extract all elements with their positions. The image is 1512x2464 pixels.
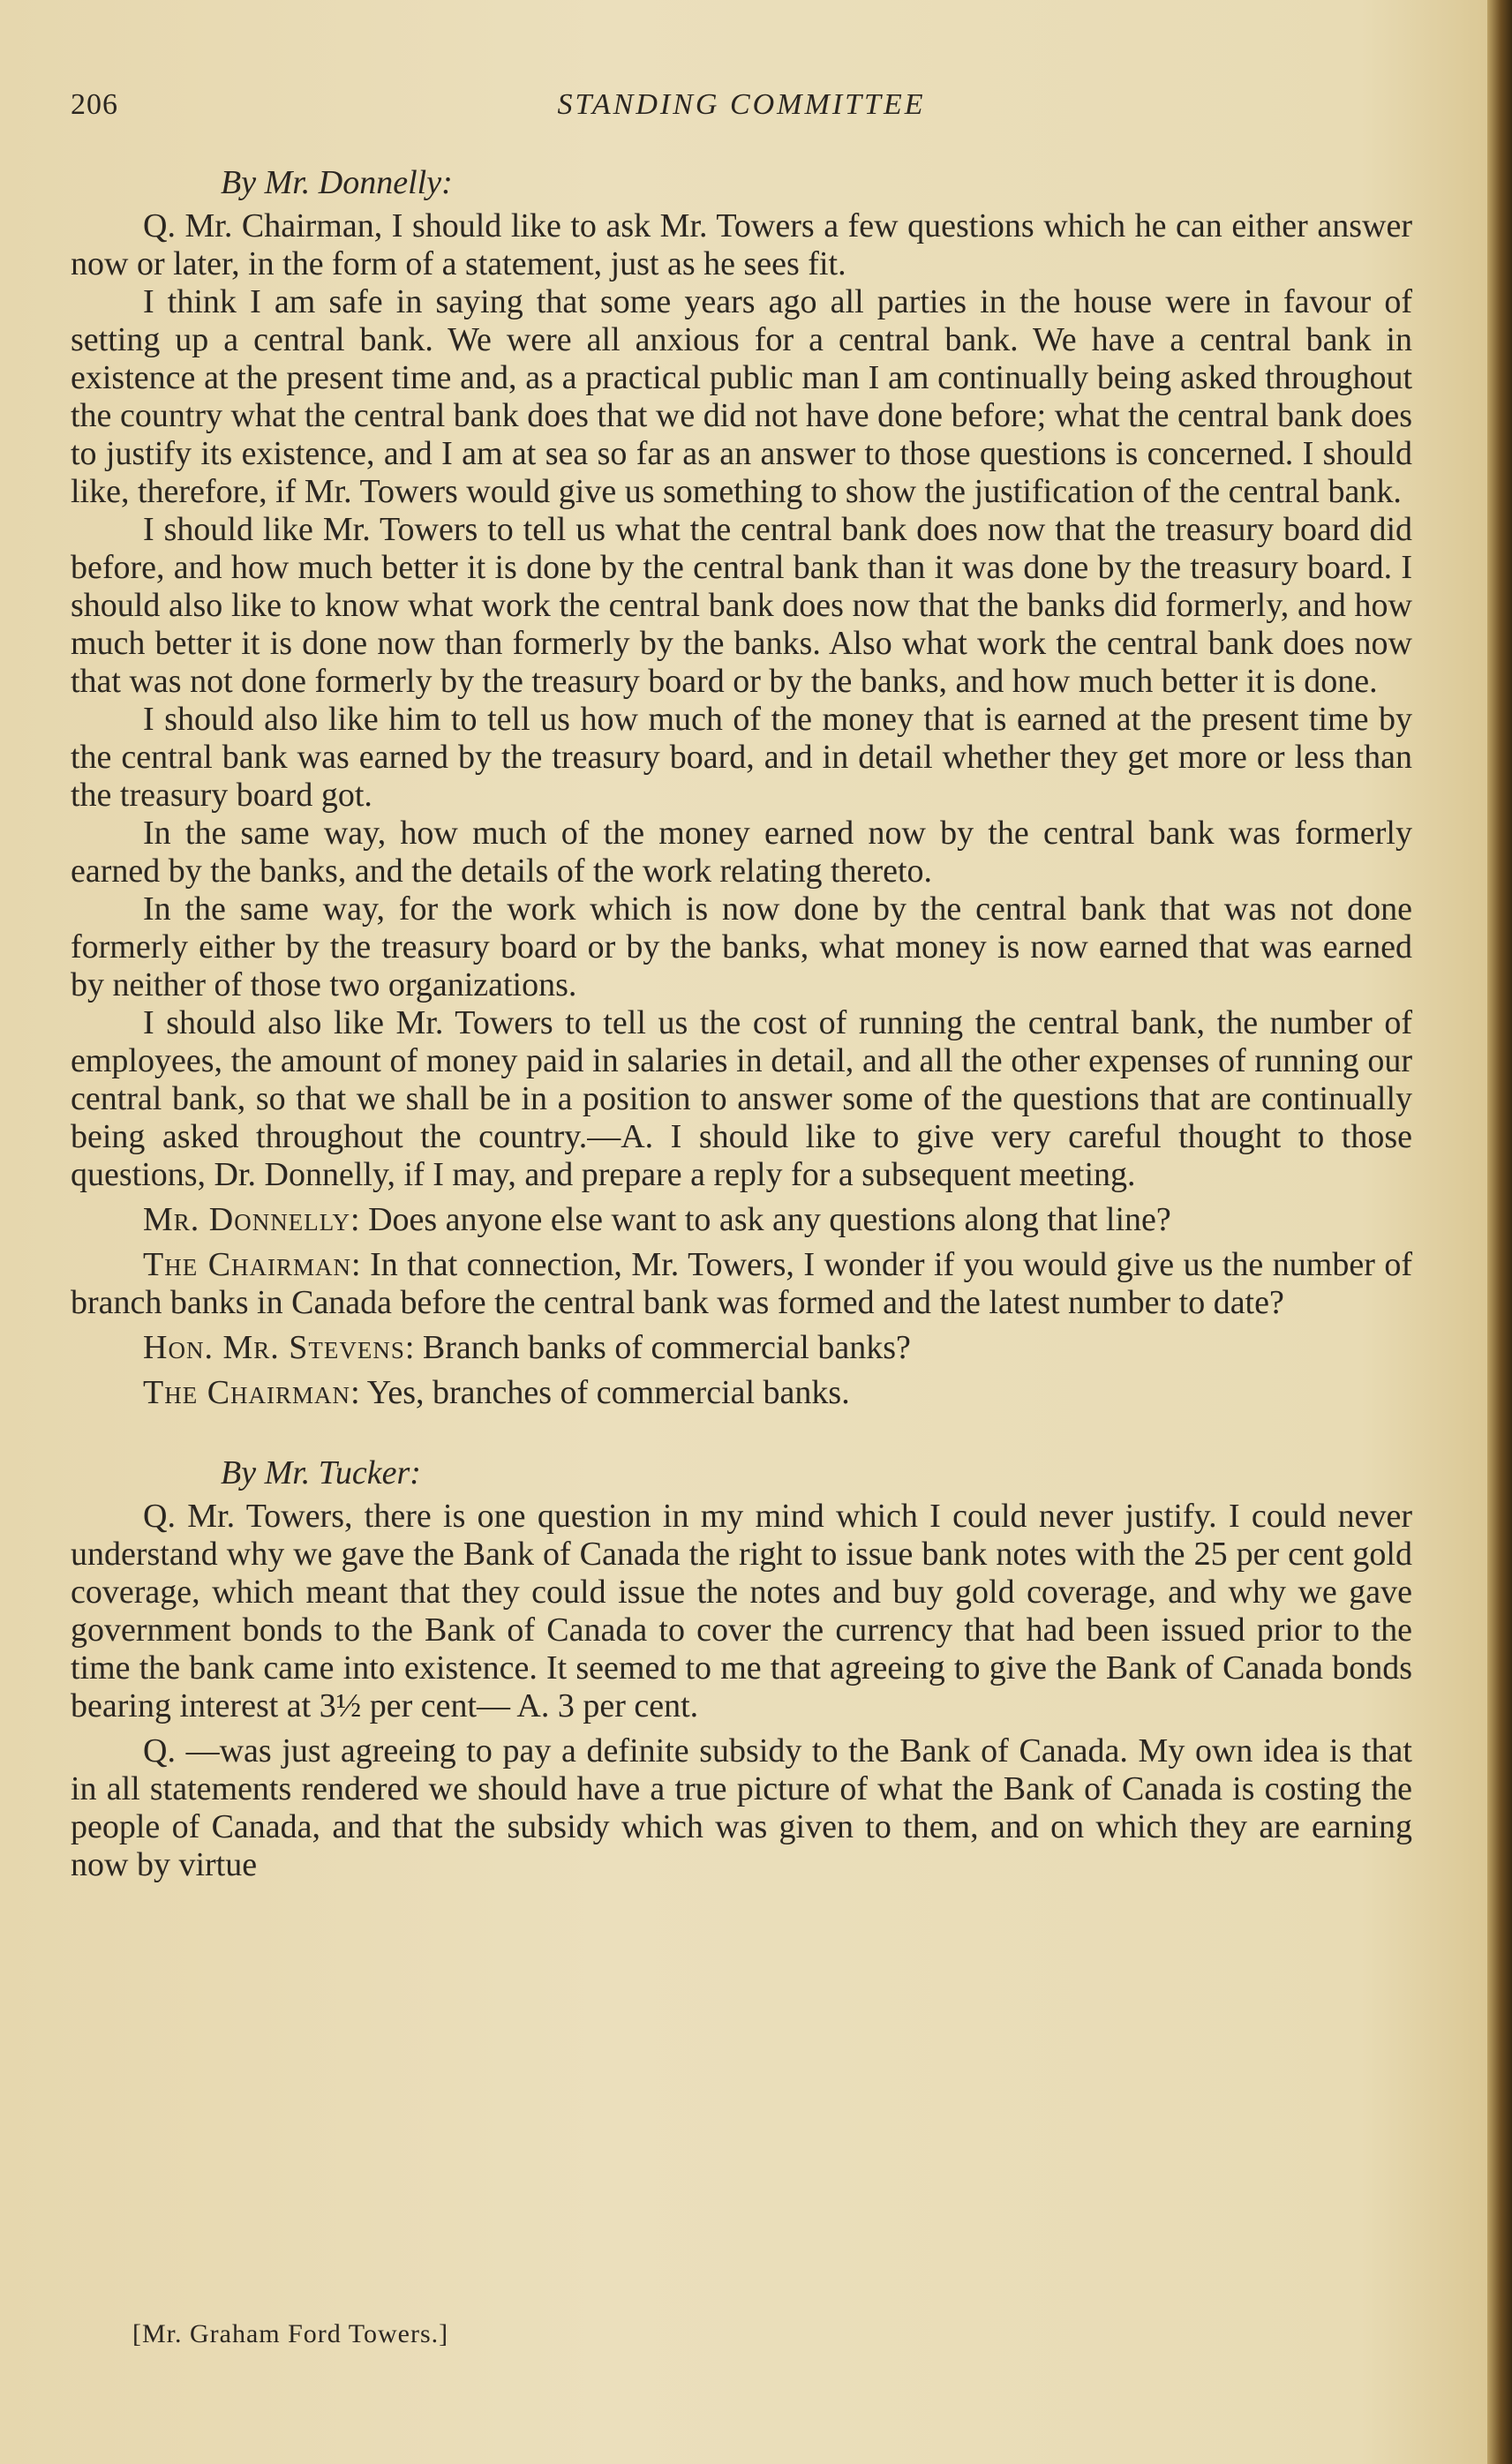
exchange [71, 1246, 1412, 1322]
exchange [71, 1329, 1412, 1367]
running-head: STANDING COMMITTEE [557, 88, 926, 121]
page-number: 206 [71, 88, 118, 121]
paragraph: I should also like him to tell us how much of the money that is earned at the present time by the central bank was earned by the treasury board, and in detail whether they get more or less than the treasury board got. [71, 701, 1412, 814]
page-binding-edge [1487, 0, 1512, 2464]
paragraph: In the same way, for the work which is now done by the central bank that was not done formerly either by the treasury board or by the banks, what money is now earned that was earned by neither of those two organizations. [71, 890, 1412, 1003]
speaker: Hon. Mr. Stevens [143, 1329, 405, 1366]
exchange [71, 1201, 1412, 1239]
body-text [71, 159, 1412, 1884]
by-line: By Mr. Donnelly: [221, 164, 453, 201]
paragraph: Q. —was just agreeing to pay a definite subsidy to the Bank of Canada. My own idea is that in all statements rendered we should have a true picture of what the Bank of Canada is costing the people of Canada, and that the subsidy which was given to them, and on which they are earning now by virtue [71, 1732, 1412, 1883]
paragraph: In the same way, how much of the money earned now by the central bank was formerly earned by the banks, and the details of the work relating thereto. [71, 815, 1412, 890]
speech: : In that connection, Mr. Towers, I wonder if you would give us the number of branch banks in Canada before the central bank was formed and the latest number to date? [71, 1246, 1412, 1321]
speaker: The Chairman [143, 1246, 352, 1283]
speaker: The Chairman [143, 1374, 351, 1411]
speech: : Does anyone else want to ask any questions along that line? [350, 1201, 1171, 1238]
paragraph: I should also like Mr. Towers to tell us the cost of running the central bank, the number of employees, the amount of money paid in salaries in detail, and all the other expenses of running our central bank, so that we shall be in a position to answer some of the questions that are continually being asked throughout the country.—A. I should like to give very careful thought to those questions, Dr. Donnelly, if I may, and prepare a reply for a subsequent meeting. [71, 1004, 1412, 1193]
speech: : Branch banks of commercial banks? [404, 1329, 911, 1366]
by-line: By Mr. Tucker: [221, 1454, 421, 1491]
paragraph: Q. Mr. Chairman, I should like to ask Mr. Towers a few questions which he can either answer now or later, in the form of a statement, just as he sees fit. [71, 207, 1412, 282]
page-header [71, 88, 1412, 132]
speaker-footer-note: [Mr. Graham Ford Towers.] [132, 2319, 449, 2348]
speech: : Yes, branches of commercial banks. [350, 1374, 850, 1411]
paragraph: Q. Mr. Towers, there is one question in my mind which I could never justify. I could never understand why we gave the Bank of Canada the right to issue bank notes with the 25 per cent gold coverage, which meant that they could issue the notes and buy gold coverage, and why we gave government bonds to the Bank of Canada to cover the currency that had been issued prior to the time the bank came into existence. It seemed to me that agreeing to give the Bank of Canada bonds bearing interest at 3½ per cent— A. 3 per cent. [71, 1498, 1412, 1724]
speaker: Mr. Donnelly [143, 1201, 351, 1238]
paragraph: I should like Mr. Towers to tell us what the central bank does now that the treasury board did before, and how much better it is done by the central bank than it was done by the treasury board. I should also like to know what work the central bank does now that the banks did formerly, and how much better it is done now than formerly by the banks. Also what work the central bank does now that was not done formerly by the treasury board or by the banks, and how much better it is done. [71, 511, 1412, 700]
paragraph: I think I am safe in saying that some years ago all parties in the house were in favour of setting up a central bank. We were all anxious for a central bank. We have a central bank in existence at the present time and, as a practical public man I am continually being asked throughout the country what the central bank does that we did not have done before; what the central bank does to justify its existence, and I am at sea so far as an answer to those questions is concerned. I should like, therefore, if Mr. Towers would give us something to show the justification of the central bank. [71, 283, 1412, 510]
exchange [71, 1374, 1412, 1412]
